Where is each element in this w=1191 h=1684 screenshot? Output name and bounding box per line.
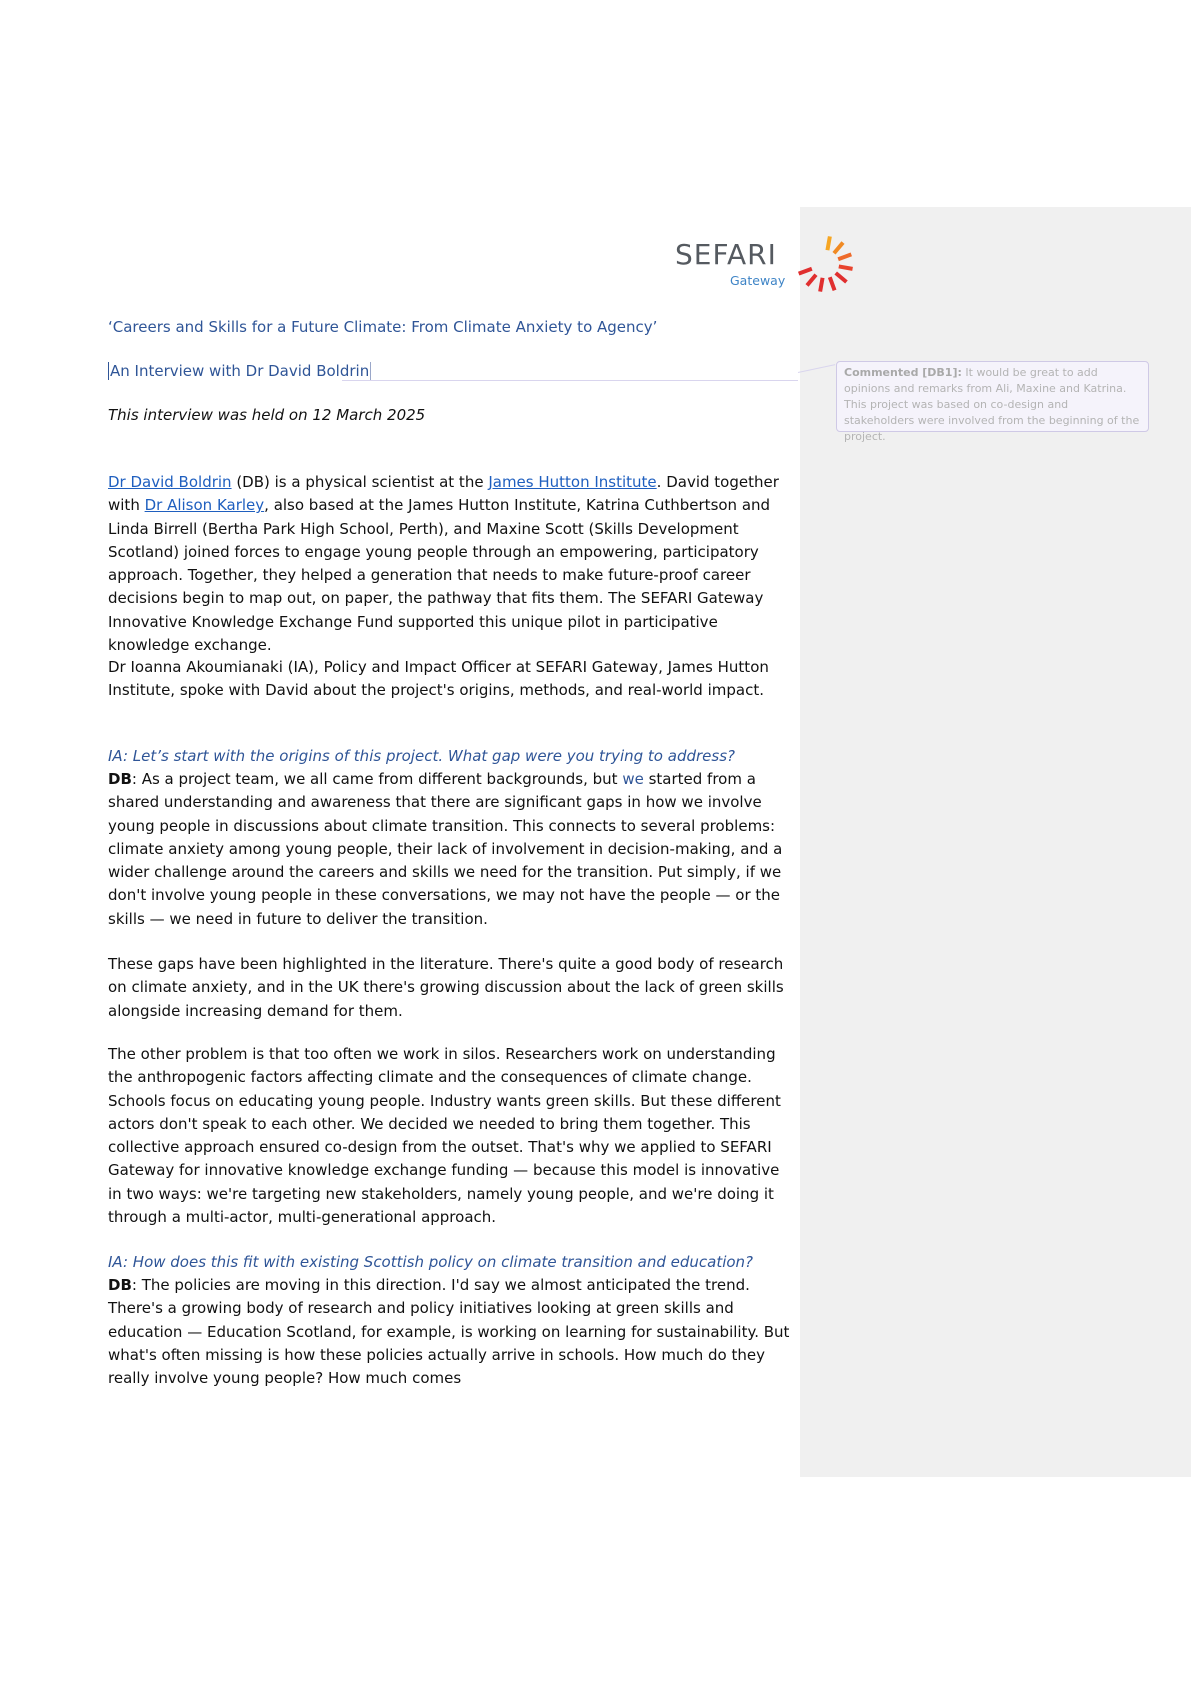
logo-subtitle: Gateway xyxy=(730,273,786,288)
logo-wordmark: SEFARI xyxy=(675,238,777,271)
question-2: IA: How does this fit with existing Scottish policy on climate transition and education? xyxy=(108,1253,754,1271)
interview-date: This interview was held on 12 March 2025 xyxy=(108,406,426,424)
logo-ray xyxy=(827,236,829,250)
answer-1 xyxy=(108,768,793,931)
logo-ray xyxy=(834,243,843,254)
answer-1-text-a: : As a project team, we all came from different backgrounds, but xyxy=(131,770,623,788)
comment-text: It would be great to add opinions and remarks from Ali, Maxine and Katrina. This project was based on co-design and stakeholders were involved from the beginning of the project. xyxy=(844,366,1140,443)
paragraph-gaps: These gaps have been highlighted in the literature. There's quite a good body of research on climate anxiety, and in the UK there's growing discussion about the lack of green skills alongside increasing demand for them. xyxy=(108,955,784,1020)
sefari-gateway-logo xyxy=(675,234,855,298)
answer-1-text-b: started from a shared understanding and awareness that there are significant gaps in how we involve young people in discussions about climate transition. This connects to several problems: climate anxiety among young people, their lack of involvement in decision-making, and a wider challenge around the careers and skills we need for the transition. Put simply, if we don't involve young people in these conversations, we may not have the people — or the skills — we need in future to deliver the transition. xyxy=(108,770,783,928)
logo-ray xyxy=(807,275,816,286)
comment-balloon[interactable] xyxy=(836,361,1149,443)
sun-rays-icon xyxy=(795,234,855,298)
logo-ray xyxy=(836,273,847,282)
subtitle-text: An Interview with Dr David Boldrin xyxy=(110,362,370,380)
intro-paragraph xyxy=(108,471,793,657)
logo-ray xyxy=(820,278,822,292)
link-david-boldrin[interactable]: Dr David Boldrin xyxy=(108,473,232,491)
speaker-db-2: DB xyxy=(108,1276,132,1294)
logo-ray xyxy=(799,269,812,274)
paragraph-silos: The other problem is that too often we work in silos. Researchers work on understanding the anthropogenic factors affecting climate and the consequences of climate change. Schools focus on educating young people. Industry wants green skills. But these different actors don't speak to each other. We decided we needed to bring them together. This collective approach ensured co-design from the outset. That's why we applied to SEFARI Gateway for innovative knowledge exchange funding — because this model is innovative in two ways: we're targeting new stakeholders, namely young people, and we're doing it through a multi-actor, multi-generational approach. xyxy=(108,1045,781,1227)
link-james-hutton-institute[interactable]: James Hutton Institute xyxy=(488,473,657,491)
logo-ray xyxy=(839,266,853,268)
comment-label: Commented [DB1]: xyxy=(844,366,962,379)
intro-text-1: (DB) is a physical scientist at the xyxy=(231,473,489,491)
logo-ray xyxy=(838,254,851,259)
tracked-change-word: we xyxy=(622,770,644,788)
intro-text-2: . David together with xyxy=(108,473,779,515)
question-1: IA: Let’s start with the origins of this project. What gap were you trying to address? xyxy=(108,747,735,765)
intro-text-3: , also based at the James Hutton Institute, Katrina Cuthbertson and Linda Birrell (Bertha Park High School, Perth), and Maxine Scott (Skills Development Scotland) joined forces to engage young people through an empowering, participatory approach. Together, they helped a generation that needs to make future-proof career decisions begin to map out, on paper, the pathway that fits them. The SEFARI Gateway Innovative Knowledge Exchange Fund supported this unique pilot in participative knowledge exchange. xyxy=(108,496,771,655)
document-title: ‘Careers and Skills for a Future Climate: From Climate Anxiety to Agency’ xyxy=(108,318,658,336)
link-alison-karley[interactable]: Dr Alison Karley xyxy=(144,496,265,515)
speaker-db: DB xyxy=(108,770,132,788)
answer-2-text: : The policies are moving in this direction. I'd say we almost anticipated the trend. There's a growing body of research and policy initiatives looking at green skills and education — Education Scotland, for example, is working on learning for sustainability. But what's often missing is how these policies actually arrive in schools. How much do they really involve young people? How much comes xyxy=(108,1276,790,1388)
answer-2 xyxy=(108,1274,793,1390)
interviewer-paragraph: Dr Ioanna Akoumianaki (IA), Policy and Impact Officer at SEFARI Gateway, James Hutton Institute, spoke with David about the project's origins, methods, and real-world impact. xyxy=(108,658,769,700)
document-subtitle xyxy=(108,360,793,383)
logo-ray xyxy=(830,277,835,290)
